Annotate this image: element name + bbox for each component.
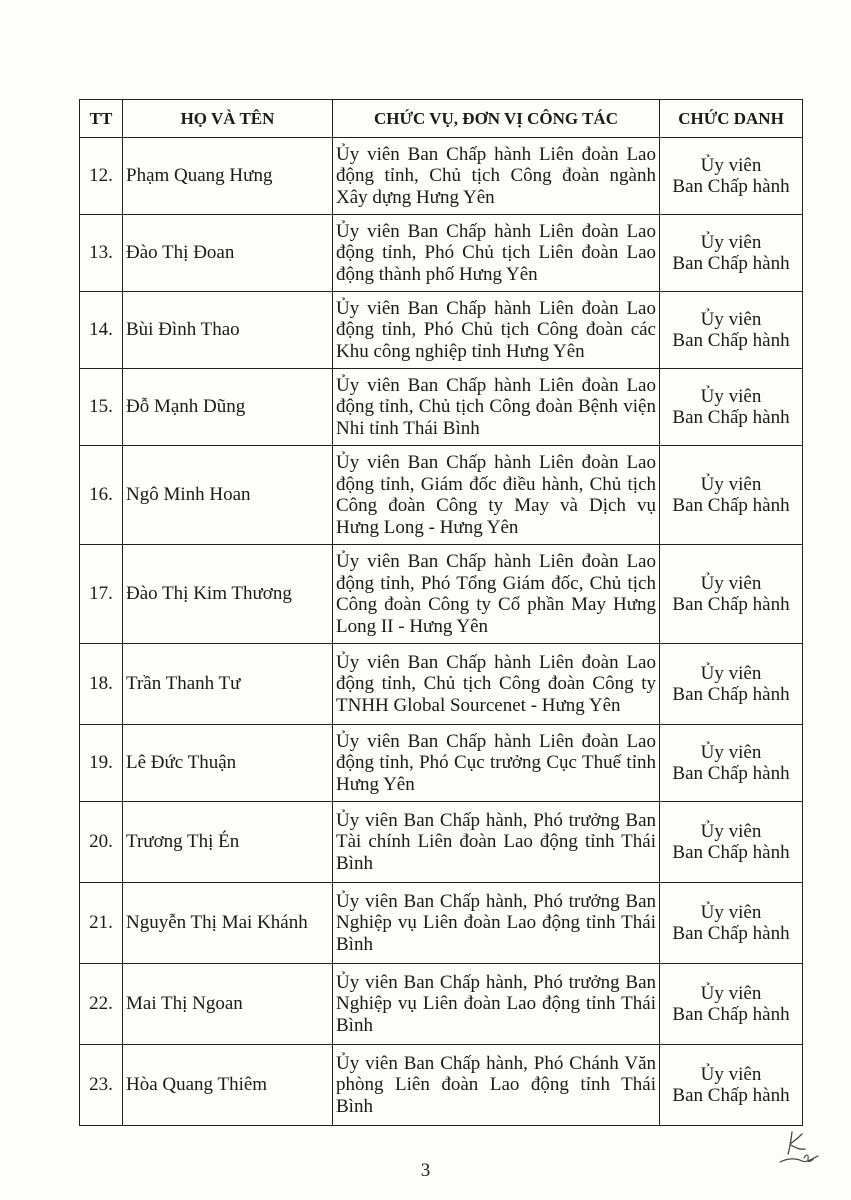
table-row	[80, 725, 803, 802]
header-tt: TT	[80, 100, 123, 138]
member-name: Mai Thị Ngoan	[123, 964, 333, 1045]
row-number: 17.	[80, 545, 123, 644]
member-title	[660, 802, 803, 883]
member-title	[660, 883, 803, 964]
member-position: Ủy viên Ban Chấp hành Liên đoàn Lao động tỉnh, Giám đốc điều hành, Chủ tịch Công đoàn Công ty May và Dịch vụ Hưng Long - Hưng Yên	[333, 446, 660, 545]
table-row	[80, 292, 803, 369]
member-title	[660, 1045, 803, 1126]
member-name: Bùi Đình Thao	[123, 292, 333, 369]
member-name: Phạm Quang Hưng	[123, 138, 333, 215]
title-line-1: Ủy viên	[700, 820, 762, 842]
title-line-2: Ban Chấp hành	[672, 1085, 790, 1106]
title-line-2: Ban Chấp hành	[672, 594, 790, 615]
title-line-1: Ủy viên	[700, 901, 762, 923]
table-row	[80, 964, 803, 1045]
member-name: Trương Thị Én	[123, 802, 333, 883]
title-line-2: Ban Chấp hành	[672, 684, 790, 705]
member-position: Ủy viên Ban Chấp hành Liên đoàn Lao động tỉnh, Chủ tịch Công đoàn Bệnh viện Nhi tỉnh Thái Bình	[333, 369, 660, 446]
table-row	[80, 369, 803, 446]
table-row	[80, 446, 803, 545]
title-line-2: Ban Chấp hành	[672, 495, 790, 516]
row-number: 15.	[80, 369, 123, 446]
member-name: Đào Thị Kim Thương	[123, 545, 333, 644]
member-title	[660, 644, 803, 725]
table-row	[80, 802, 803, 883]
member-title	[660, 545, 803, 644]
member-position: Ủy viên Ban Chấp hành Liên đoàn Lao động tỉnh, Chủ tịch Công đoàn Công ty TNHH Global Sourcenet - Hưng Yên	[333, 644, 660, 725]
member-position: Ủy viên Ban Chấp hành Liên đoàn Lao động tỉnh, Phó Chủ tịch Công đoàn các Khu công nghiệp tỉnh Hưng Yên	[333, 292, 660, 369]
member-title	[660, 292, 803, 369]
member-name: Nguyễn Thị Mai Khánh	[123, 883, 333, 964]
title-line-2: Ban Chấp hành	[672, 923, 790, 944]
member-name: Đỗ Mạnh Dũng	[123, 369, 333, 446]
title-line-1: Ủy viên	[700, 1063, 762, 1085]
row-number: 14.	[80, 292, 123, 369]
title-line-2: Ban Chấp hành	[672, 330, 790, 351]
table-header-row	[80, 100, 803, 138]
member-name: Hòa Quang Thiêm	[123, 1045, 333, 1126]
member-name: Đào Thị Đoan	[123, 215, 333, 292]
member-name: Lê Đức Thuận	[123, 725, 333, 802]
title-line-1: Ủy viên	[700, 385, 762, 407]
member-title	[660, 369, 803, 446]
title-line-2: Ban Chấp hành	[672, 407, 790, 428]
title-line-1: Ủy viên	[700, 662, 762, 684]
member-position: Ủy viên Ban Chấp hành Liên đoàn Lao động tỉnh, Chủ tịch Công đoàn ngành Xây dựng Hưng Yên	[333, 138, 660, 215]
title-line-1: Ủy viên	[700, 572, 762, 594]
member-name: Trần Thanh Tư	[123, 644, 333, 725]
row-number: 21.	[80, 883, 123, 964]
member-title	[660, 138, 803, 215]
title-line-1: Ủy viên	[700, 473, 762, 495]
title-line-1: Ủy viên	[700, 741, 762, 763]
row-number: 23.	[80, 1045, 123, 1126]
title-line-2: Ban Chấp hành	[672, 842, 790, 863]
title-line-1: Ủy viên	[700, 154, 762, 176]
title-line-2: Ban Chấp hành	[672, 253, 790, 274]
title-line-1: Ủy viên	[700, 308, 762, 330]
row-number: 16.	[80, 446, 123, 545]
title-line-1: Ủy viên	[700, 982, 762, 1004]
row-number: 18.	[80, 644, 123, 725]
title-line-2: Ban Chấp hành	[672, 763, 790, 784]
header-title: CHỨC DANH	[660, 100, 803, 138]
row-number: 20.	[80, 802, 123, 883]
title-line-2: Ban Chấp hành	[672, 1004, 790, 1025]
member-title	[660, 964, 803, 1045]
page-number: 3	[420, 1160, 431, 1181]
member-title	[660, 725, 803, 802]
row-number: 19.	[80, 725, 123, 802]
member-position: Ủy viên Ban Chấp hành, Phó trưởng Ban Nghiệp vụ Liên đoàn Lao động tỉnh Thái Bình	[333, 964, 660, 1045]
member-name: Ngô Minh Hoan	[123, 446, 333, 545]
row-number: 12.	[80, 138, 123, 215]
table-row	[80, 1045, 803, 1126]
member-position: Ủy viên Ban Chấp hành Liên đoàn Lao động tỉnh, Phó Cục trưởng Cục Thuế tỉnh Hưng Yên	[333, 725, 660, 802]
title-line-1: Ủy viên	[700, 231, 762, 253]
member-position: Ủy viên Ban Chấp hành Liên đoàn Lao động tỉnh, Phó Tổng Giám đốc, Chủ tịch Công đoàn Công ty Cổ phần May Hưng Long II - Hưng Yên	[333, 545, 660, 644]
member-position: Ủy viên Ban Chấp hành Liên đoàn Lao động tỉnh, Phó Chủ tịch Liên đoàn Lao động thành phố Hưng Yên	[333, 215, 660, 292]
row-number: 13.	[80, 215, 123, 292]
table-row	[80, 644, 803, 725]
member-table	[79, 99, 803, 1126]
member-position: Ủy viên Ban Chấp hành, Phó Chánh Văn phòng Liên đoàn Lao động tỉnh Thái Bình	[333, 1045, 660, 1126]
header-name: HỌ VÀ TÊN	[123, 100, 333, 138]
table-row	[80, 138, 803, 215]
table-row	[80, 883, 803, 964]
member-title	[660, 215, 803, 292]
member-position: Ủy viên Ban Chấp hành, Phó trưởng Ban Tài chính Liên đoàn Lao động tỉnh Thái Bình	[333, 802, 660, 883]
table-row	[80, 215, 803, 292]
row-number: 22.	[80, 964, 123, 1045]
header-position: CHỨC VỤ, ĐƠN VỊ CÔNG TÁC	[333, 100, 660, 138]
member-position: Ủy viên Ban Chấp hành, Phó trưởng Ban Nghiệp vụ Liên đoàn Lao động tỉnh Thái Bình	[333, 883, 660, 964]
title-line-2: Ban Chấp hành	[672, 176, 790, 197]
member-title	[660, 446, 803, 545]
table-row	[80, 545, 803, 644]
